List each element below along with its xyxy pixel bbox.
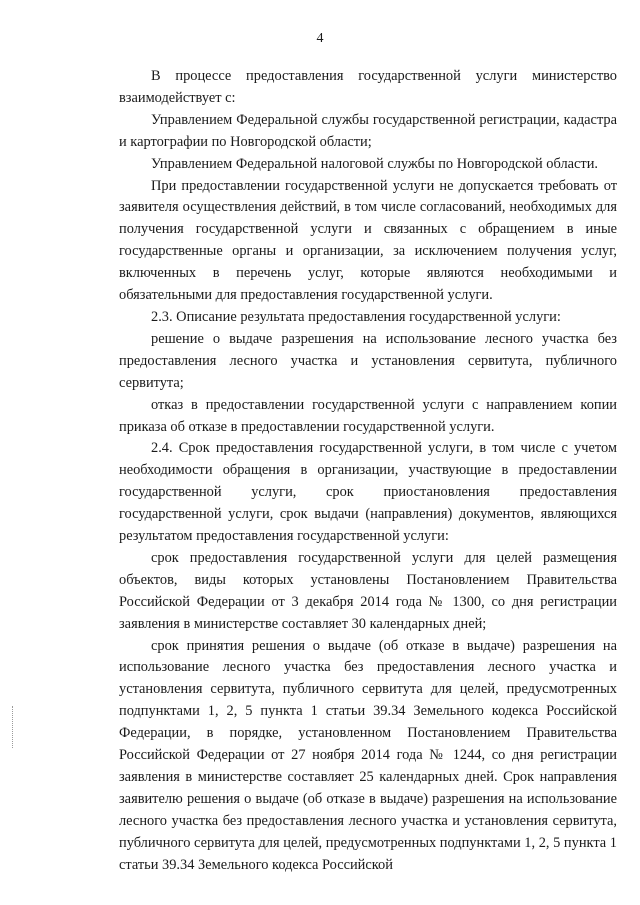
section-2-4-heading: 2.4. Срок предоставления государственной услуги, в том числе с учетом необходимости обращения в организации, участвующие в предоставлении государственной услуги, срок приостановления предоставления государственной услуги, срок выдачи (направления) документов, являющихся результатом предоставления государственной услуги:	[119, 440, 617, 545]
scan-margin-mark	[12, 706, 15, 748]
paragraph-refusal: отказ в предоставлении государственной услуги с направлением копии приказа об отказе в предоставлении государственной услуги.	[119, 396, 617, 435]
page-number: 4	[316, 31, 324, 46]
section-2-3-heading: 2.3. Описание результата предоставления государственной услуги:	[151, 308, 561, 325]
paragraph-term-25-days: срок принятия решения о выдаче (об отказе в выдаче) разрешения на использование лесного участка без предоставления лесного участка и установления сервитута, публичного сервитута для целей, предусмотренных подпунктами 1, 2, 5 пункта 1 статьи 39.34 Земельного кодекса Российской Федерации, в порядке, установленном Постановлением Правительства Российской Федерации от 27 ноября 2014 года № 1244, со дня регистрации заявления в министерстве составляет 25 календарных дней. Срок направления заявителю решения о выдаче (об отказе в выдаче) разрешения на использование лесного участка без предоставления лесного участка и установления сервитута, публичного сервитута для целей, предусмотренных подпунктами 1, 2, 5 пункта 1 статьи 39.34 Земельного кодекса Российской	[119, 637, 617, 873]
paragraph-interaction-intro: В процессе предоставления государственной услуги министерство взаимодействует с:	[119, 68, 617, 106]
paragraph-rosreestr: Управлением Федеральной службы государственной регистрации, кадастра и картографии по Новгородской области;	[119, 111, 617, 150]
paragraph-decision-permit: решение о выдаче разрешения на использование лесного участка без предоставления лесного участка и установления сервитута, публичного сервитута;	[119, 330, 617, 391]
paragraph-tax-service: Управлением Федеральной налоговой службы по Новгородской области.	[151, 155, 598, 172]
paragraph-term-30-days: срок предоставления государственной услуги для целей размещения объектов, виды которых установлены Постановлением Правительства Российской Федерации от 3 декабря 2014 года № 1300, со дня регистрации заявления в министерстве составляет 30 календарных дней;	[119, 549, 617, 632]
document-body	[119, 66, 617, 877]
paragraph-prohibition: При предоставлении государственной услуги не допускается требовать от заявителя осуществления действий, в том числе согласований, необходимых для получения государственной услуги и связанных с обращением в иные государственные органы и организации, за исключением получения услуг, включенных в перечень услуг, которые являются необходимыми и обязательными для предоставления государственной услуги.	[119, 177, 617, 304]
